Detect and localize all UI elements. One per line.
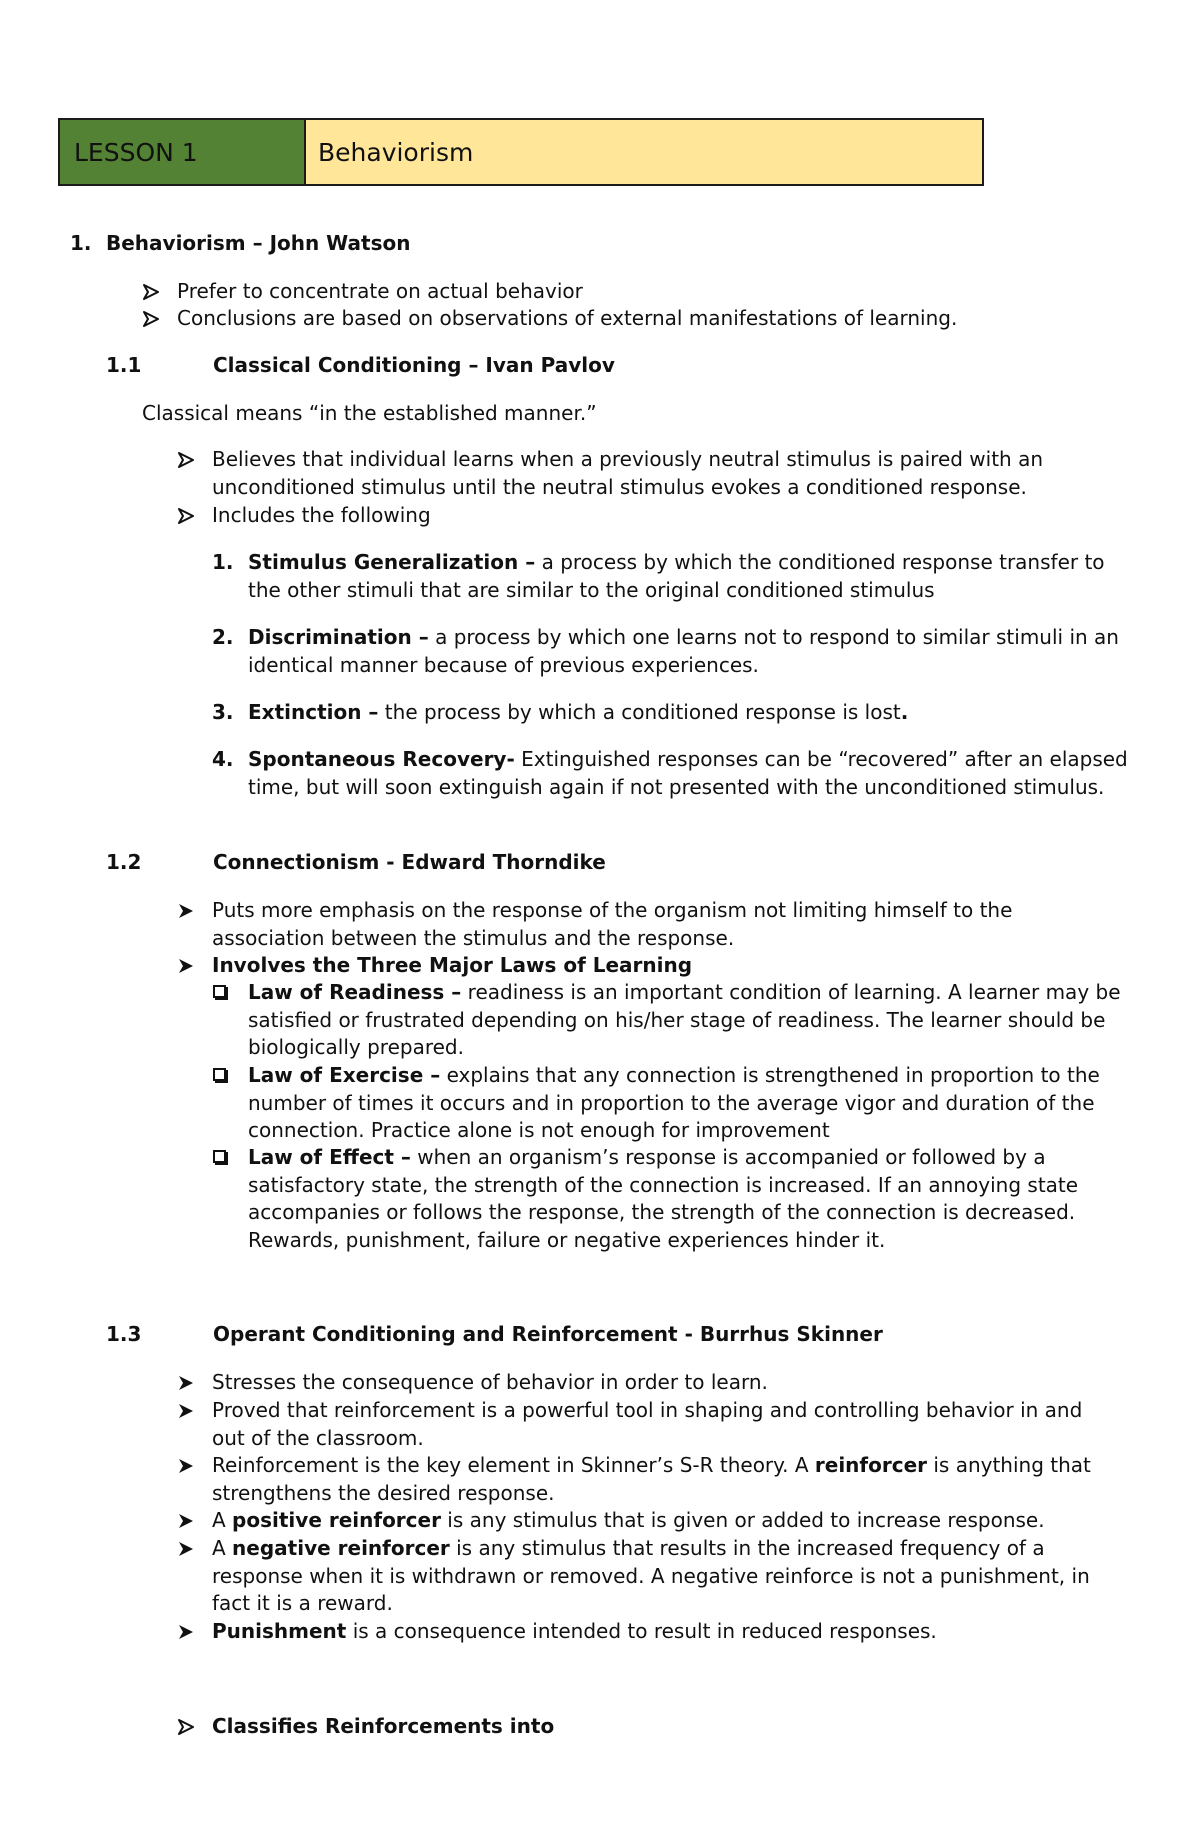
list-item-number: 1. — [212, 550, 234, 574]
checkbox-bullet-icon — [213, 1150, 226, 1163]
bullet-text: Prefer to concentrate on actual behavior — [177, 279, 583, 303]
arrow-bullet-icon — [177, 1374, 195, 1392]
bullet-text: Stresses the consequence of behavior in order to learn. — [212, 1370, 768, 1394]
list-item — [248, 699, 1128, 727]
bullet-text: Proved that reinforcement is a powerful tool in shaping and controlling behavior in and out of the classroom. — [212, 1398, 1083, 1450]
text-run: A — [212, 1536, 233, 1560]
terminal-period: . — [900, 700, 909, 724]
definition: Extinguished responses can be “recovered” after an elapsed time, but will soon extinguish again if not presented with the unconditioned stimulus. — [248, 747, 1128, 799]
list-item — [248, 746, 1128, 801]
checkbox-bullet-icon — [213, 1068, 226, 1081]
arrow-bullet-icon — [177, 1402, 195, 1420]
bullet-text: Involves the Three Major Laws of Learning — [212, 953, 693, 977]
text-run: A — [212, 1508, 233, 1532]
law-item — [248, 979, 1128, 1062]
bullet-text: Puts more emphasis on the response of the organism not limiting himself to the association between the stimulus and the response. — [212, 898, 1013, 950]
list-item — [248, 624, 1128, 679]
key-term: negative reinforcer — [232, 1536, 450, 1560]
lesson-number: LESSON 1 — [60, 120, 306, 184]
term: Law of Effect – — [248, 1145, 411, 1169]
arrow-bullet-icon — [177, 1457, 195, 1475]
arrow-bullet-icon — [177, 1512, 195, 1530]
term: Law of Exercise – — [248, 1063, 441, 1087]
bullet-text: Believes that individual learns when a previously neutral stimulus is paired with an unconditioned stimulus until the neutral stimulus evokes a conditioned response. — [212, 447, 1044, 499]
definition: the process by which a conditioned response is lost — [378, 700, 901, 724]
arrow-bullet-icon — [177, 1623, 195, 1641]
arrow-bullet-icon — [177, 451, 195, 469]
subsection-number: 1.1 — [106, 353, 142, 377]
checkbox-bullet-icon — [213, 985, 226, 998]
subsection-heading: Connectionism - Edward Thorndike — [213, 850, 606, 874]
section-number: 1. — [70, 231, 92, 255]
definition: a process by which one learns not to respond to similar stimuli in an identical manner because of previous experiences. — [248, 625, 1119, 677]
text-run: is anything that strengthens the desired response. — [212, 1453, 1091, 1505]
intro-text: Classical means “in the established manner.” — [142, 401, 597, 425]
arrow-bullet-icon — [177, 1540, 195, 1558]
subsection-heading: Classical Conditioning – Ivan Pavlov — [213, 353, 615, 377]
text-run: is any stimulus that is given or added to increase response. — [440, 1508, 1045, 1532]
term: Extinction – — [248, 700, 379, 724]
term: Stimulus Generalization – — [248, 550, 536, 574]
list-item-number: 4. — [212, 747, 234, 771]
arrow-bullet-icon — [177, 507, 195, 525]
list-item-number: 2. — [212, 625, 234, 649]
definition: readiness is an important condition of learning. A learner may be satisfied or frustrated depending on his/her stage of readiness. The learner should be biologically prepared. — [248, 980, 1121, 1059]
term: Law of Readiness – — [248, 980, 462, 1004]
list-item — [248, 549, 1128, 604]
definition: explains that any connection is strengthened in proportion to the number of times it occurs and in proportion to the average vigor and duration of the connection. Practice alone is not enough for improvement — [248, 1063, 1100, 1142]
list-item-number: 3. — [212, 700, 234, 724]
definition: a process by which the conditioned response transfer to the other stimuli that are similar to the original conditioned stimulus — [248, 550, 1105, 602]
arrow-bullet-icon — [177, 957, 195, 975]
bullet-text: Classifies Reinforcements into — [212, 1714, 555, 1738]
subsection-number: 1.2 — [106, 850, 142, 874]
key-term: Punishment — [212, 1619, 347, 1643]
key-term: positive reinforcer — [232, 1508, 441, 1532]
arrow-bullet-icon — [142, 283, 160, 301]
bullet-text — [212, 1452, 1092, 1507]
text-run: is any stimulus that results in the increased frequency of a response when it is withdrawn or removed. A negative reinforce is not a punishment, in fact it is a reward. — [212, 1536, 1090, 1615]
subsection-heading: Operant Conditioning and Reinforcement - Burrhus Skinner — [213, 1322, 883, 1346]
bullet-text: Includes the following — [212, 503, 431, 527]
key-term: reinforcer — [814, 1453, 927, 1477]
bullet-text — [212, 1535, 1092, 1618]
arrow-bullet-icon — [142, 310, 160, 328]
arrow-bullet-icon — [177, 1718, 195, 1736]
arrow-bullet-icon — [177, 902, 195, 920]
law-item — [248, 1144, 1128, 1254]
section-heading: Behaviorism – John Watson — [106, 231, 411, 255]
term: Discrimination – — [248, 625, 429, 649]
lesson-title: Behaviorism — [306, 120, 982, 184]
definition: when an organism’s response is accompanied or followed by a satisfactory state, the strength of the connection is increased. If an annoying state accompanies or follows the response, the strength of the connection is decreased. Rewards, punishment, failure or negative experiences hinder it. — [248, 1145, 1079, 1252]
term: Spontaneous Recovery- — [248, 747, 515, 771]
lesson-header — [58, 118, 984, 186]
law-item — [248, 1062, 1128, 1145]
text-run: Reinforcement is the key element in Skinner’s S-R theory. A — [212, 1453, 815, 1477]
bullet-text — [212, 1507, 1045, 1535]
text-run: is a consequence intended to result in reduced responses. — [346, 1619, 937, 1643]
bullet-text: Conclusions are based on observations of external manifestations of learning. — [177, 306, 958, 330]
bullet-text — [212, 1618, 937, 1646]
subsection-number: 1.3 — [106, 1322, 142, 1346]
